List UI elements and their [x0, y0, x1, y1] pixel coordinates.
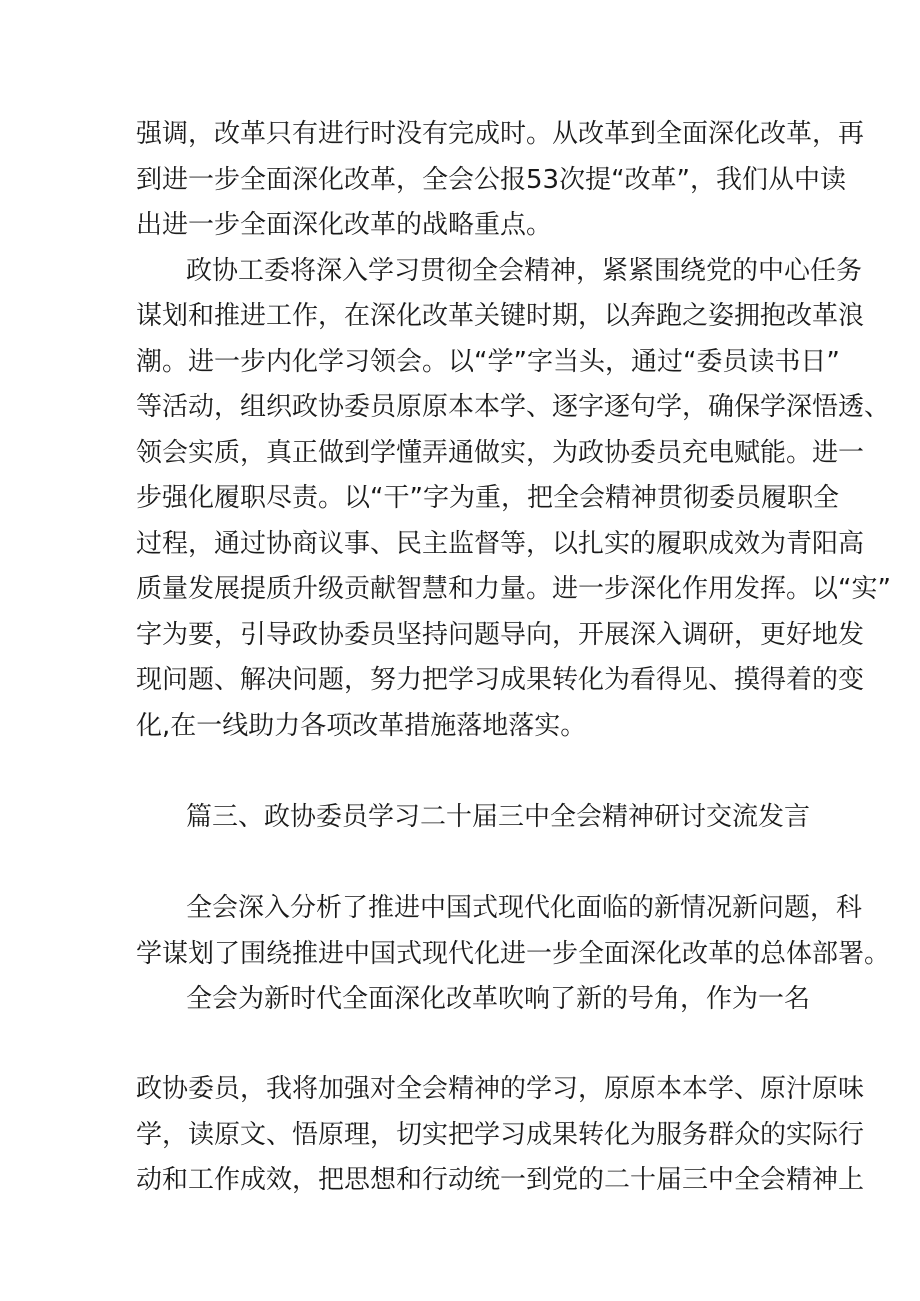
text-line: 全会深入分析了推进中国式现代化面临的新情况新问题，科 — [186, 893, 863, 923]
text-line: 化,在一线助力各项改革措施落地落实。 — [136, 711, 587, 741]
text-line: 谋划和推进工作，在深化改革关键时期，以奔跑之姿拥抱改革浪 — [136, 301, 865, 331]
text-line: 全会为新时代全面深化改革吹响了新的号角，作为一名 — [186, 984, 811, 1014]
text-line: 现问题、解决问题，努力把学习成果转化为看得见、摸得着的变 — [136, 665, 865, 695]
text-line: 等活动，组织政协委员原原本本学、逐字逐句学，确保学深悟透、 — [136, 392, 891, 422]
text-line: 动和工作成效，把思想和行动统一到党的二十届三中全会精神上 — [136, 1165, 865, 1195]
section-heading: 篇三、政协委员学习二十届三中全会精神研讨交流发言 — [186, 802, 811, 832]
text-line: 政协工委将深入学习贯彻全会精神，紧紧围绕党的中心任务 — [186, 256, 863, 286]
text-line: 质量发展提质升级贡献智慧和力量。进一步深化作用发挥。以“实” — [136, 574, 891, 604]
text-line: 出进一步全面深化改革的战略重点。 — [136, 210, 553, 240]
text-line: 字为要，引导政协委员坚持问题导向，开展深入调研，更好地发 — [136, 620, 865, 650]
text-line: 学谋划了围绕推进中国式现代化进一步全面深化改革的总体部署。 — [136, 939, 891, 969]
text-line: 领会实质，真正做到学懂弄通做实，为政协委员充电赋能。进一 — [136, 438, 865, 468]
text-line: 政协委员，我将加强对全会精神的学习，原原本本学、原汁原味 — [136, 1074, 865, 1104]
text-line: 步强化履职尽责。以“干”字为重，把全会精神贯彻委员履职全 — [136, 483, 839, 513]
text-line: 潮。进一步内化学习领会。以“学”字当头，通过“委员读书日” — [136, 347, 840, 377]
text-line: 强调，改革只有进行时没有完成时。从改革到全面深化改革，再 — [136, 119, 865, 149]
text-line: 到进一步全面深化改革，全会公报53次提“改革”，我们从中读 — [136, 165, 847, 195]
text-line: 过程，通过协商议事、民主监督等，以扎实的履职成效为青阳高 — [136, 529, 865, 559]
text-line: 学，读原文、悟原理，切实把学习成果转化为服务群众的实际行 — [136, 1120, 865, 1150]
